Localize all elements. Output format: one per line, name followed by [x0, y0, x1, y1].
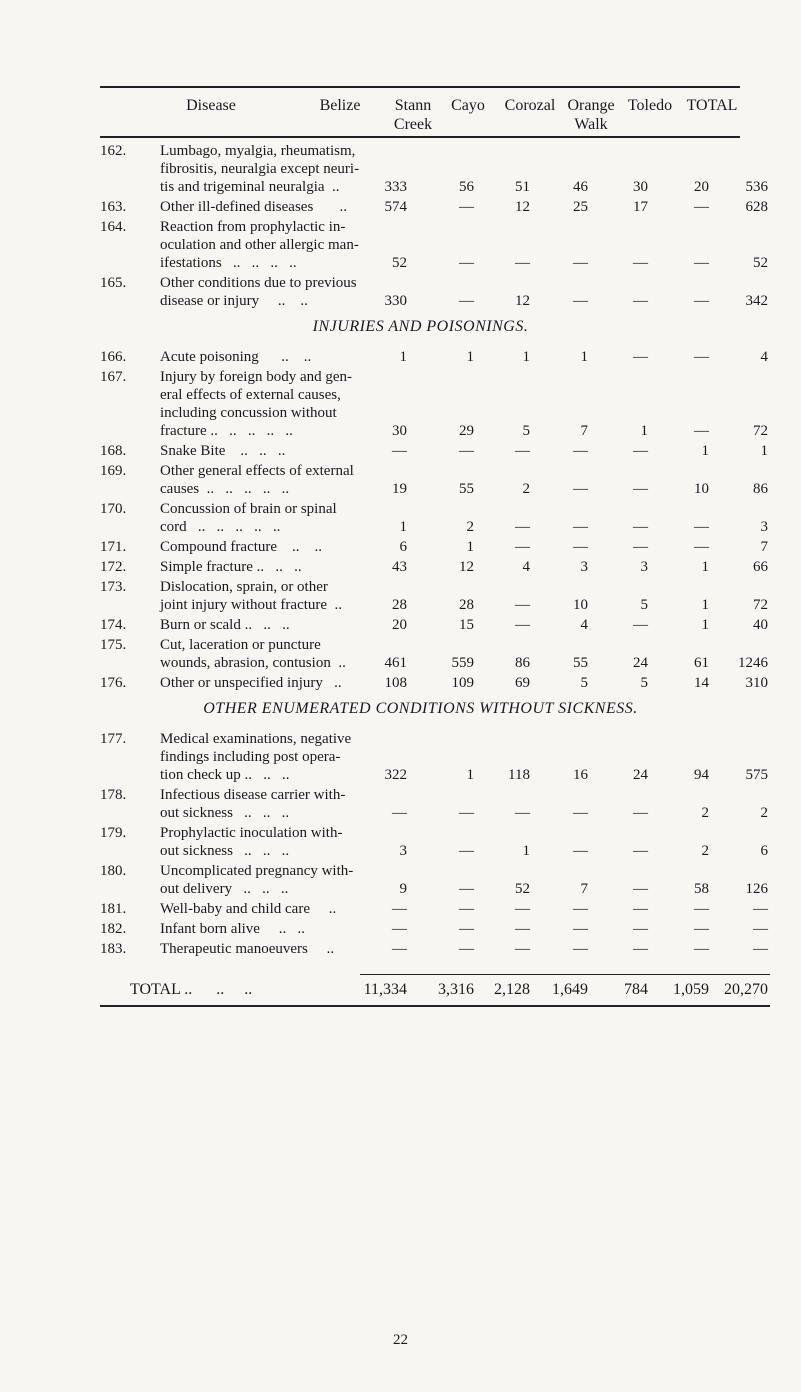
value-cell: — [633, 901, 648, 917]
disease-description: Other conditions due to previous [160, 275, 357, 291]
row-number: 182. [100, 921, 127, 937]
value-cell: — [633, 617, 648, 633]
disease-description: tis and trigeminal neuralgia .. [160, 179, 340, 195]
value-cell: — [459, 199, 474, 215]
disease-description: wounds, abrasion, contusion .. [160, 655, 346, 671]
table-row [0, 558, 801, 578]
total-value: 2,128 [494, 981, 530, 998]
value-cell: 29 [459, 423, 474, 439]
value-cell: — [392, 921, 407, 937]
value-cell: 12 [515, 293, 530, 309]
table-row [0, 578, 801, 616]
row-number: 171. [100, 539, 127, 555]
value-cell: 2 [760, 805, 768, 821]
value-cell: 575 [745, 767, 768, 783]
disease-description: Other ill-defined diseases .. [160, 199, 348, 215]
table-row [0, 862, 801, 900]
value-cell: 1 [580, 349, 588, 365]
value-cell: 72 [753, 423, 768, 439]
value-cell: — [515, 519, 530, 535]
value-cell: — [459, 843, 474, 859]
value-cell: 86 [515, 655, 530, 671]
disease-description: out sickness .. .. .. [160, 843, 290, 859]
value-cell: 24 [633, 767, 648, 783]
table-row [0, 274, 801, 312]
value-cell: — [694, 519, 709, 535]
row-number: 181. [100, 901, 127, 917]
disease-description: Therapeutic manoeuvers .. [160, 941, 335, 957]
value-cell: 28 [392, 597, 407, 613]
total-value: 784 [624, 981, 648, 998]
row-number: 175. [100, 637, 127, 653]
value-cell: — [573, 941, 588, 957]
value-cell: 2 [701, 805, 709, 821]
value-cell: 7 [580, 423, 588, 439]
row-number: 167. [100, 369, 127, 385]
value-cell: — [633, 881, 648, 897]
table-row [0, 824, 801, 862]
disease-description: joint injury without fracture .. [160, 597, 343, 613]
value-cell: — [515, 617, 530, 633]
section-heading: OTHER ENUMERATED CONDITIONS WITHOUT SICKNESS. [203, 700, 638, 717]
disease-description: Other or unspecified injury .. [160, 675, 342, 691]
value-cell: 628 [745, 199, 768, 215]
disease-description: fracture .. .. .. .. .. [160, 423, 293, 439]
column-header: TOTAL [686, 97, 738, 114]
disease-description: eral effects of external causes, [160, 387, 341, 403]
disease-description: findings including post opera- [160, 749, 341, 765]
row-number: 163. [100, 199, 127, 215]
value-cell: 1 [466, 349, 474, 365]
value-cell: 109 [451, 675, 474, 691]
value-cell: 66 [753, 559, 768, 575]
value-cell: — [753, 921, 768, 937]
disease-description: out sickness .. .. .. [160, 805, 290, 821]
disease-description: tion check up .. .. .. [160, 767, 290, 783]
value-cell: — [392, 443, 407, 459]
value-cell: 28 [459, 597, 474, 613]
value-cell: 3 [760, 519, 768, 535]
value-cell: 15 [459, 617, 474, 633]
row-number: 164. [100, 219, 127, 235]
value-cell: — [459, 293, 474, 309]
value-cell: 5 [522, 423, 530, 439]
value-cell: — [633, 519, 648, 535]
value-cell: — [573, 843, 588, 859]
value-cell: — [694, 293, 709, 309]
row-number: 162. [100, 143, 127, 159]
value-cell: 4 [522, 559, 530, 575]
disease-description: Infant born alive .. .. [160, 921, 305, 937]
disease-description: Well-baby and child care .. [160, 901, 337, 917]
value-cell: — [392, 901, 407, 917]
value-cell: 10 [694, 481, 709, 497]
disease-description: cord .. .. .. .. .. [160, 519, 281, 535]
value-cell: — [633, 349, 648, 365]
value-cell: 51 [515, 179, 530, 195]
value-cell: 310 [745, 675, 768, 691]
value-cell: 52 [753, 255, 768, 271]
value-cell: 56 [459, 179, 474, 195]
value-cell: — [515, 539, 530, 555]
value-cell: 2 [522, 481, 530, 497]
disease-description: disease or injury .. .. [160, 293, 308, 309]
disease-description: Compound fracture .. .. [160, 539, 323, 555]
table-row [0, 142, 801, 198]
table-row [0, 636, 801, 674]
value-cell: 3 [399, 843, 407, 859]
value-cell: 1 [701, 559, 709, 575]
disease-description: Concussion of brain or spinal [160, 501, 337, 517]
row-number: 166. [100, 349, 127, 365]
row-number: 165. [100, 275, 127, 291]
disease-table [0, 142, 801, 1007]
value-cell: — [515, 597, 530, 613]
value-cell: — [694, 255, 709, 271]
value-cell: — [515, 805, 530, 821]
disease-description: Medical examinations, negative [160, 731, 352, 747]
value-cell: 342 [745, 293, 768, 309]
row-number: 183. [100, 941, 127, 957]
disease-description: Prophylactic inoculation with- [160, 825, 343, 841]
value-cell: — [573, 293, 588, 309]
value-cell: — [573, 539, 588, 555]
value-cell: 7 [580, 881, 588, 897]
value-cell: — [459, 881, 474, 897]
row-number: 168. [100, 443, 127, 459]
value-cell: — [694, 539, 709, 555]
value-cell: — [694, 423, 709, 439]
value-cell: 61 [694, 655, 709, 671]
value-cell: — [573, 255, 588, 271]
value-cell: 461 [384, 655, 407, 671]
value-cell: 1 [760, 443, 768, 459]
row-number: 178. [100, 787, 127, 803]
disease-description: Acute poisoning .. .. [160, 349, 312, 365]
value-cell: 2 [466, 519, 474, 535]
value-cell: 1246 [738, 655, 768, 671]
value-cell: — [459, 443, 474, 459]
value-cell: 12 [515, 199, 530, 215]
value-cell: 1 [701, 597, 709, 613]
value-cell: 30 [392, 423, 407, 439]
value-cell: — [633, 843, 648, 859]
value-cell: — [694, 921, 709, 937]
row-number: 180. [100, 863, 127, 879]
value-cell: — [633, 805, 648, 821]
value-cell: — [459, 921, 474, 937]
table-row [0, 786, 801, 824]
disease-description: including concussion without [160, 405, 337, 421]
column-header: Disease [186, 97, 236, 114]
disease-description: Other general effects of external [160, 463, 354, 479]
table-row [0, 348, 801, 368]
value-cell: — [459, 901, 474, 917]
value-cell: — [392, 941, 407, 957]
disease-description: ifestations .. .. .. .. [160, 255, 297, 271]
header-rule [100, 136, 740, 138]
disease-description: oculation and other allergic man- [160, 237, 359, 253]
value-cell: — [694, 349, 709, 365]
value-cell: 3 [580, 559, 588, 575]
value-cell: — [459, 941, 474, 957]
value-cell: 20 [392, 617, 407, 633]
value-cell: — [573, 443, 588, 459]
disease-description: Injury by foreign body and gen- [160, 369, 353, 385]
row-number: 176. [100, 675, 127, 691]
value-cell: 7 [760, 539, 768, 555]
table-row [0, 920, 801, 940]
total-value: 1,059 [673, 981, 709, 998]
disease-description: Infectious disease carrier with- [160, 787, 346, 803]
value-cell: 6 [760, 843, 768, 859]
value-cell: 4 [580, 617, 588, 633]
row-number: 174. [100, 617, 127, 633]
value-cell: — [515, 941, 530, 957]
table-row [0, 368, 801, 442]
column-header: Stann Creek [393, 97, 433, 133]
total-value: 1,649 [552, 981, 588, 998]
row-number: 172. [100, 559, 127, 575]
disease-description: Simple fracture .. .. .. [160, 559, 302, 575]
value-cell: — [694, 901, 709, 917]
total-value: 20,270 [724, 981, 768, 998]
value-cell: — [633, 921, 648, 937]
value-cell: 330 [384, 293, 407, 309]
value-cell: 1 [522, 349, 530, 365]
value-cell: — [573, 805, 588, 821]
value-cell: — [573, 481, 588, 497]
value-cell: — [633, 255, 648, 271]
value-cell: — [633, 941, 648, 957]
value-cell: 46 [573, 179, 588, 195]
value-cell: 10 [573, 597, 588, 613]
value-cell: 1 [640, 423, 648, 439]
table-row [0, 674, 801, 694]
value-cell: 69 [515, 675, 530, 691]
value-cell: — [753, 901, 768, 917]
value-cell: 5 [640, 597, 648, 613]
value-cell: 52 [515, 881, 530, 897]
value-cell: 86 [753, 481, 768, 497]
value-cell: 5 [580, 675, 588, 691]
value-cell: 72 [753, 597, 768, 613]
value-cell: — [392, 805, 407, 821]
value-cell: 108 [384, 675, 407, 691]
disease-description: causes .. .. .. .. .. [160, 481, 290, 497]
section-heading: INJURIES AND POISONINGS. [312, 318, 529, 335]
disease-description: Dislocation, sprain, or other [160, 579, 328, 595]
value-cell: — [573, 921, 588, 937]
value-cell: 14 [694, 675, 709, 691]
value-cell: 9 [399, 881, 407, 897]
table-row [0, 940, 801, 960]
column-header: Toledo [627, 97, 673, 114]
value-cell: — [515, 901, 530, 917]
total-rule [360, 974, 770, 975]
disease-description: Snake Bite .. .. .. [160, 443, 286, 459]
value-cell: — [633, 539, 648, 555]
value-cell: 55 [459, 481, 474, 497]
value-cell: 25 [573, 199, 588, 215]
value-cell: — [694, 941, 709, 957]
value-cell: 30 [633, 179, 648, 195]
value-cell: 20 [694, 179, 709, 195]
value-cell: — [753, 941, 768, 957]
value-cell: 2 [701, 843, 709, 859]
value-cell: 24 [633, 655, 648, 671]
value-cell: — [573, 901, 588, 917]
disease-description: Uncomplicated pregnancy with- [160, 863, 354, 879]
table-row [0, 500, 801, 538]
value-cell: 3 [640, 559, 648, 575]
row-number: 179. [100, 825, 127, 841]
value-cell: 1 [466, 767, 474, 783]
table-row [0, 442, 801, 462]
row-number: 173. [100, 579, 127, 595]
table-row [0, 462, 801, 500]
row-number: 170. [100, 501, 127, 517]
value-cell: 118 [508, 767, 530, 783]
value-cell: 52 [392, 255, 407, 271]
value-cell: 559 [451, 655, 474, 671]
value-cell: 17 [633, 199, 648, 215]
table-row [0, 616, 801, 636]
table-row [0, 198, 801, 218]
column-header: Orange Walk [567, 97, 615, 133]
value-cell: 12 [459, 559, 474, 575]
row-number: 177. [100, 731, 127, 747]
disease-description: Lumbago, myalgia, rheumatism, [160, 143, 356, 159]
value-cell: 58 [694, 881, 709, 897]
table-row [0, 218, 801, 274]
table-row [0, 900, 801, 920]
value-cell: — [459, 805, 474, 821]
value-cell: 43 [392, 559, 407, 575]
value-cell: 333 [384, 179, 407, 195]
value-cell: 1 [522, 843, 530, 859]
bottom-rule [100, 1005, 770, 1007]
value-cell: — [573, 519, 588, 535]
value-cell: 19 [392, 481, 407, 497]
table-row [0, 538, 801, 558]
value-cell: 1 [701, 443, 709, 459]
value-cell: 1 [399, 349, 407, 365]
value-cell: 5 [640, 675, 648, 691]
value-cell: 1 [399, 519, 407, 535]
disease-description: out delivery .. .. .. [160, 881, 289, 897]
value-cell: — [515, 921, 530, 937]
value-cell: 322 [384, 767, 407, 783]
disease-description: Cut, laceration or puncture [160, 637, 321, 653]
table-row [0, 730, 801, 786]
column-header: Belize [319, 97, 361, 114]
value-cell: — [633, 481, 648, 497]
value-cell: — [694, 199, 709, 215]
column-header: Cayo [451, 97, 485, 114]
value-cell: 16 [573, 767, 588, 783]
value-cell: 536 [745, 179, 768, 195]
value-cell: — [633, 443, 648, 459]
disease-description: Reaction from prophylactic in- [160, 219, 346, 235]
value-cell: 1 [466, 539, 474, 555]
page-number: 22 [393, 1332, 408, 1348]
value-cell: 40 [753, 617, 768, 633]
value-cell: 94 [694, 767, 709, 783]
disease-description: fibrositis, neuralgia except neuri- [160, 161, 360, 177]
value-cell: 4 [760, 349, 768, 365]
total-label: TOTAL .. .. .. [130, 981, 253, 998]
disease-description: Burn or scald .. .. .. [160, 617, 290, 633]
total-value: 3,316 [438, 981, 474, 998]
value-cell: — [515, 255, 530, 271]
value-cell: 126 [745, 881, 768, 897]
top-rule [100, 86, 740, 88]
value-cell: 574 [384, 199, 407, 215]
value-cell: — [515, 443, 530, 459]
value-cell: — [633, 293, 648, 309]
total-value: 11,334 [363, 981, 407, 998]
value-cell: 1 [701, 617, 709, 633]
total-row [0, 979, 801, 1001]
column-header: Corozal [504, 97, 556, 114]
value-cell: 6 [399, 539, 407, 555]
value-cell: — [459, 255, 474, 271]
row-number: 169. [100, 463, 127, 479]
value-cell: 55 [573, 655, 588, 671]
